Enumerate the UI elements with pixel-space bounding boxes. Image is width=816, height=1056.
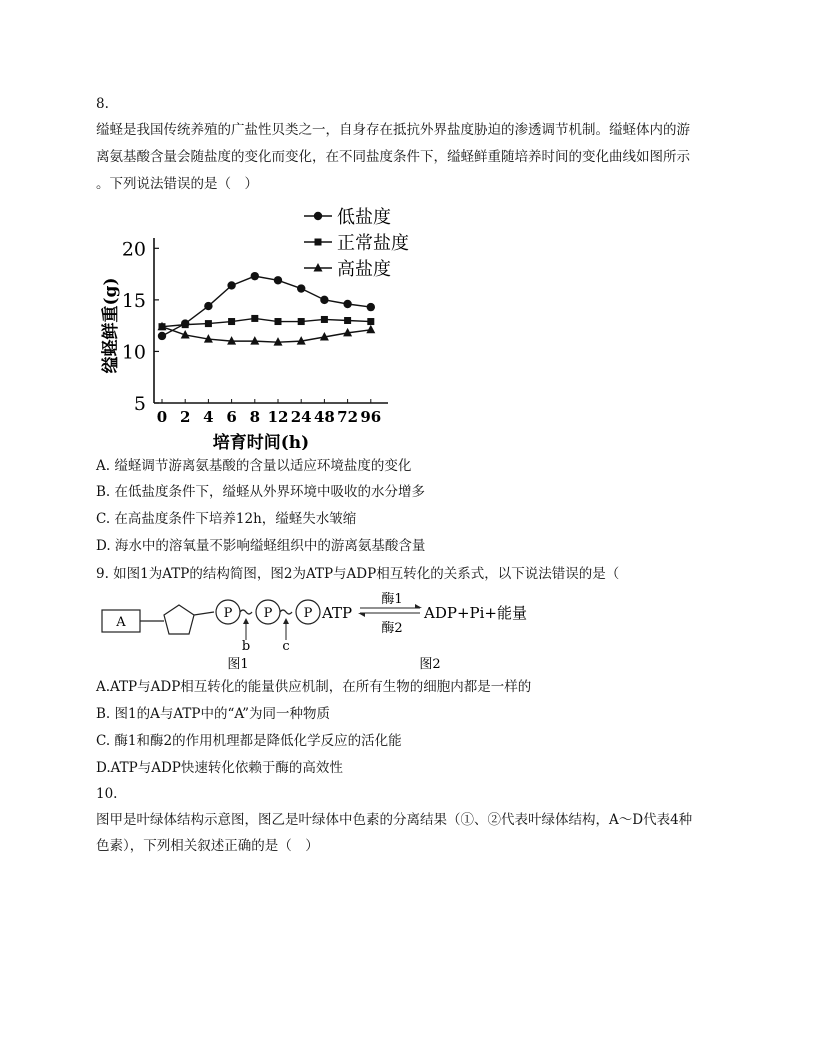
legend-marker-1 xyxy=(314,212,322,220)
bond-line xyxy=(194,612,214,615)
data-point-series-2 xyxy=(251,315,258,322)
legend-label-1: 低盐度 xyxy=(337,207,391,228)
question-8-number: 8. xyxy=(96,96,109,112)
figure-1-caption: 图1 xyxy=(227,657,249,672)
x-tick-label: 12 xyxy=(267,408,289,426)
data-point-series-2 xyxy=(275,318,282,325)
data-point-series-1 xyxy=(297,284,305,292)
adenine-label: A xyxy=(116,615,126,630)
question-8-stem-line-3: 。下列说法错误的是（ ） xyxy=(96,176,258,192)
data-point-series-1 xyxy=(367,303,375,311)
question-10-stem-line-1: 图甲是叶绿体结构示意图，图乙是叶绿体中色素的分离结果（①、②代表叶绿体结构，A～D代表4种 xyxy=(96,812,693,828)
question-9-option-a: A.ATP与ADP相互转化的能量供应机制，在所有生物的细胞内都是一样的 xyxy=(96,679,532,695)
data-point-series-1 xyxy=(204,302,212,310)
series-line-1 xyxy=(162,276,371,336)
data-point-series-2 xyxy=(298,318,305,325)
products-label: ADP+Pi+能量 xyxy=(424,604,527,622)
forward-arrow-head xyxy=(415,604,422,608)
question-8-option-d: D. 海水中的溶氧量不影响缢蛏组织中的游离氨基酸含量 xyxy=(96,538,426,554)
series-line-3 xyxy=(162,327,371,342)
x-tick-label: 4 xyxy=(203,408,214,426)
x-axis-label: 培育时间(h) xyxy=(212,433,310,450)
legend-label-3: 高盐度 xyxy=(337,259,391,280)
question-8-stem-line-2: 离氨基酸含量会随盐度的变化而变化，在不同盐度条件下，缢蛏鲜重随培养时间的变化曲线如图所示 xyxy=(96,149,690,165)
x-tick-label: 0 xyxy=(156,408,168,426)
data-point-series-1 xyxy=(227,281,235,289)
x-tick-label: 24 xyxy=(290,408,312,426)
x-tick-label: 6 xyxy=(226,408,237,426)
question-8-option-c: C. 在高盐度条件下培养12h，缢蛏失水皱缩 xyxy=(96,511,357,527)
label-c: c xyxy=(282,639,290,654)
legend-label-2: 正常盐度 xyxy=(337,233,409,254)
atp-figure xyxy=(96,590,536,672)
series-line-2 xyxy=(162,318,371,326)
x-tick-label: 96 xyxy=(360,408,382,426)
data-point-series-2 xyxy=(228,318,235,325)
figure-2-caption: 图2 xyxy=(419,657,441,672)
enzyme-1-label: 酶1 xyxy=(381,592,403,607)
figure-2 xyxy=(321,592,527,672)
phosphate-label-2: P xyxy=(263,606,273,621)
question-10-stem-line-2: 色素），下列相关叙述正确的是（ ） xyxy=(96,838,319,854)
atp-label: ATP xyxy=(322,604,353,622)
arrow-b-head xyxy=(243,618,249,624)
figure-1 xyxy=(102,600,320,672)
question-9-option-d: D.ATP与ADP快速转化依赖于酶的高效性 xyxy=(96,760,343,776)
data-point-series-2 xyxy=(182,321,189,328)
question-10-number: 10. xyxy=(96,786,118,802)
question-9-option-c: C. 酶1和酶2的作用机理都是降低化学反应的活化能 xyxy=(96,733,402,749)
phosphate-label-1: P xyxy=(223,606,233,621)
y-tick-label: 10 xyxy=(121,341,146,364)
enzyme-2-label: 酶2 xyxy=(381,621,403,636)
legend-marker-3 xyxy=(314,263,323,272)
question-8-option-a: A. 缢蛏调节游离氨基酸的含量以适应环境盐度的变化 xyxy=(96,458,412,474)
salinity-weight-chart xyxy=(96,198,426,450)
x-tick-label: 2 xyxy=(179,408,191,426)
data-point-series-2 xyxy=(321,316,328,323)
question-8-option-b: B. 在低盐度条件下，缢蛏从外界环境中吸收的水分增多 xyxy=(96,484,426,500)
data-point-series-1 xyxy=(274,276,282,284)
data-point-series-3 xyxy=(250,336,259,345)
y-axis-label: 缢蛏鲜重(g) xyxy=(101,277,121,374)
question-9-stem: 9. 如图1为ATP的结构简图，图2为ATP与ADP相互转化的关系式，以下说法错误的是（ xyxy=(96,566,620,582)
question-9-option-b: B. 图1的A与ATP中的“A”为同一种物质 xyxy=(96,706,331,722)
data-point-series-2 xyxy=(205,320,212,327)
x-tick-label: 8 xyxy=(249,408,261,426)
y-tick-label: 5 xyxy=(133,393,146,415)
legend-marker-2 xyxy=(315,239,322,246)
y-tick-label: 20 xyxy=(121,238,146,261)
data-point-series-2 xyxy=(344,317,351,324)
phosphate-label-3: P xyxy=(303,606,313,621)
arrow-c-head xyxy=(283,618,289,624)
high-energy-bond-c xyxy=(280,610,292,614)
ribose-pentagon xyxy=(164,605,194,634)
label-b: b xyxy=(241,639,251,654)
data-point-series-1 xyxy=(320,296,328,304)
data-point-series-1 xyxy=(343,300,351,308)
data-point-series-3 xyxy=(366,325,375,334)
y-tick-label: 15 xyxy=(121,289,146,312)
data-point-series-2 xyxy=(367,318,374,325)
reverse-arrow-head xyxy=(358,613,365,617)
data-point-series-1 xyxy=(158,332,166,340)
x-tick-label: 48 xyxy=(313,408,335,426)
high-energy-bond-b xyxy=(240,610,252,614)
x-tick-label: 72 xyxy=(337,408,359,426)
data-point-series-1 xyxy=(251,272,259,280)
question-8-stem-line-1: 缢蛏是我国传统养殖的广盐性贝类之一，自身存在抵抗外界盐度胁迫的渗透调节机制。缢蛏体内的游 xyxy=(96,122,690,138)
